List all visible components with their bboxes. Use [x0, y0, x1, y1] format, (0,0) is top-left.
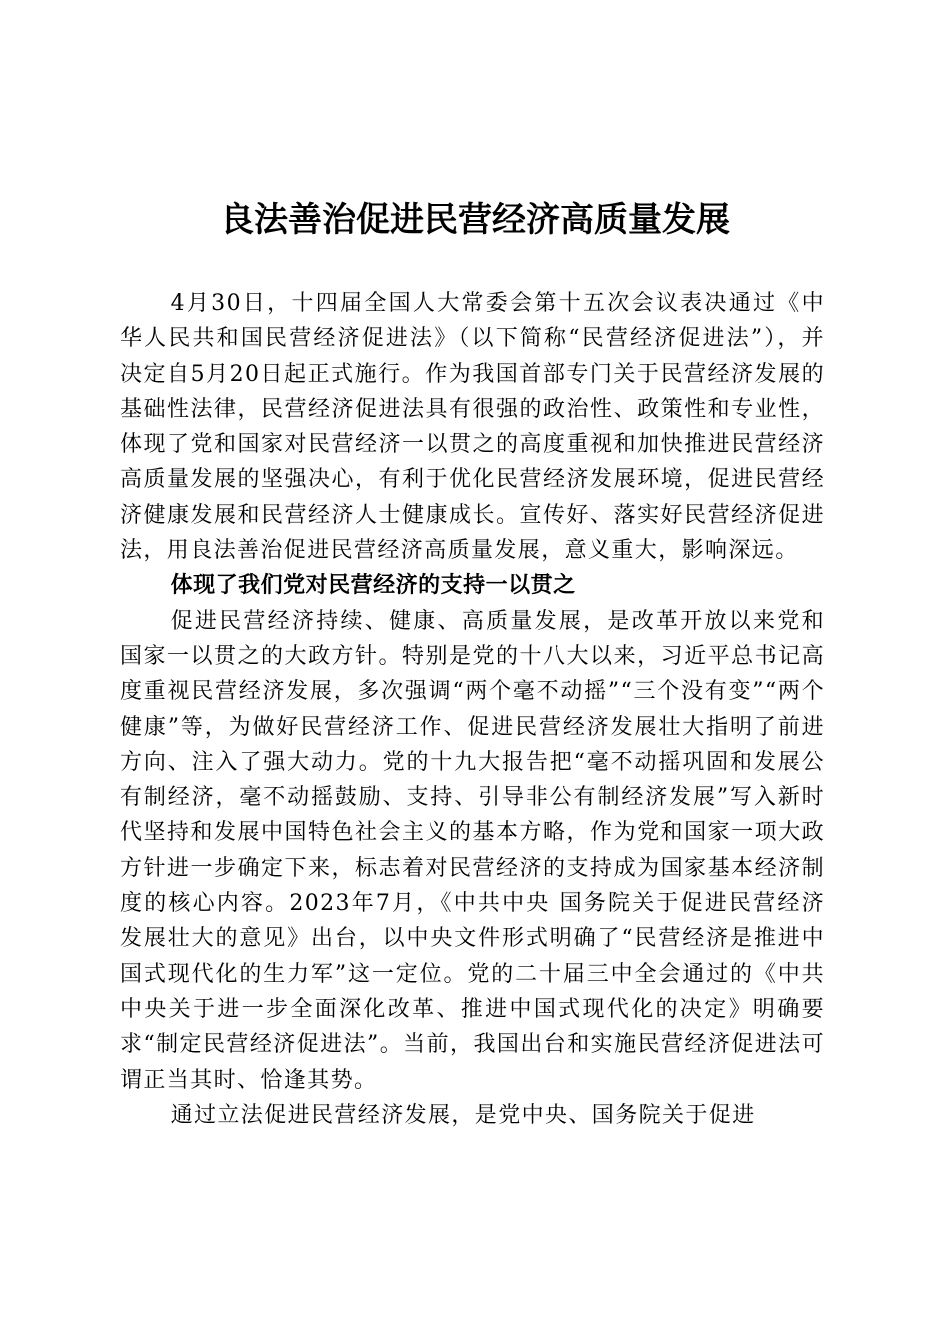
document-title: 良法善治促进民营经济高质量发展	[220, 200, 730, 240]
intro-paragraph: 4月30日，十四届全国人大常委会第十五次会议表决通过《中华人民共和国民营经济促进法》（以下简称“民营经济促进法”），并决定自5月20日起正式施行。作为我国首部专门关于民营经济发展的基础性法律，民营经济促进法具有很强的政治性、政策性和专业性，体现了党和国家对民营经济一以贯之的高度重视和加快推进民营经济高质量发展的坚强决心，有利于优化民营经济发展环境，促进民营经济健康发展和民营经济人士健康成长。宣传好、落实好民营经济促进法，用良法善治促进民营经济高质量发展，意义重大，影响深远。	[120, 291, 825, 564]
section-heading: 体现了我们党对民营经济的支持一以贯之	[170, 573, 576, 599]
section-paragraph: 促进民营经济持续、健康、高质量发展，是改革开放以来党和国家一以贯之的大政方针。特别是党的十八大以来，习近平总书记高度重视民营经济发展，多次强调“两个毫不动摇”“三个没有变”“两个健康”等，为做好民营经济工作、促进民营经济发展壮大指明了前进方向、注入了强大动力。党的十九大报告把“毫不动摇巩固和发展公有制经济，毫不动摇鼓励、支持、引导非公有制经济发展”写入新时代坚持和发展中国特色社会主义的基本方略，作为党和国家一项大政方针进一步确定下来，标志着对民营经济的支持成为国家基本经济制度的核心内容。2023年7月，《中共中央 国务院关于促进民营经济发展壮大的意见》出台，以中央文件形式明确了“民营经济是推进中国式现代化的生力军”这一定位。党的二十届三中全会通过的《中共中央关于进一步全面深化改革、推进中国式现代化的决定》明确要求“制定民营经济促进法”。当前，我国出台和实施民营经济促进法可谓正当其时、恰逢其势。	[120, 608, 825, 1093]
document-body	[120, 286, 825, 1133]
section-paragraph: 通过立法促进民营经济发展，是党中央、国务院关于促进	[170, 1102, 756, 1128]
